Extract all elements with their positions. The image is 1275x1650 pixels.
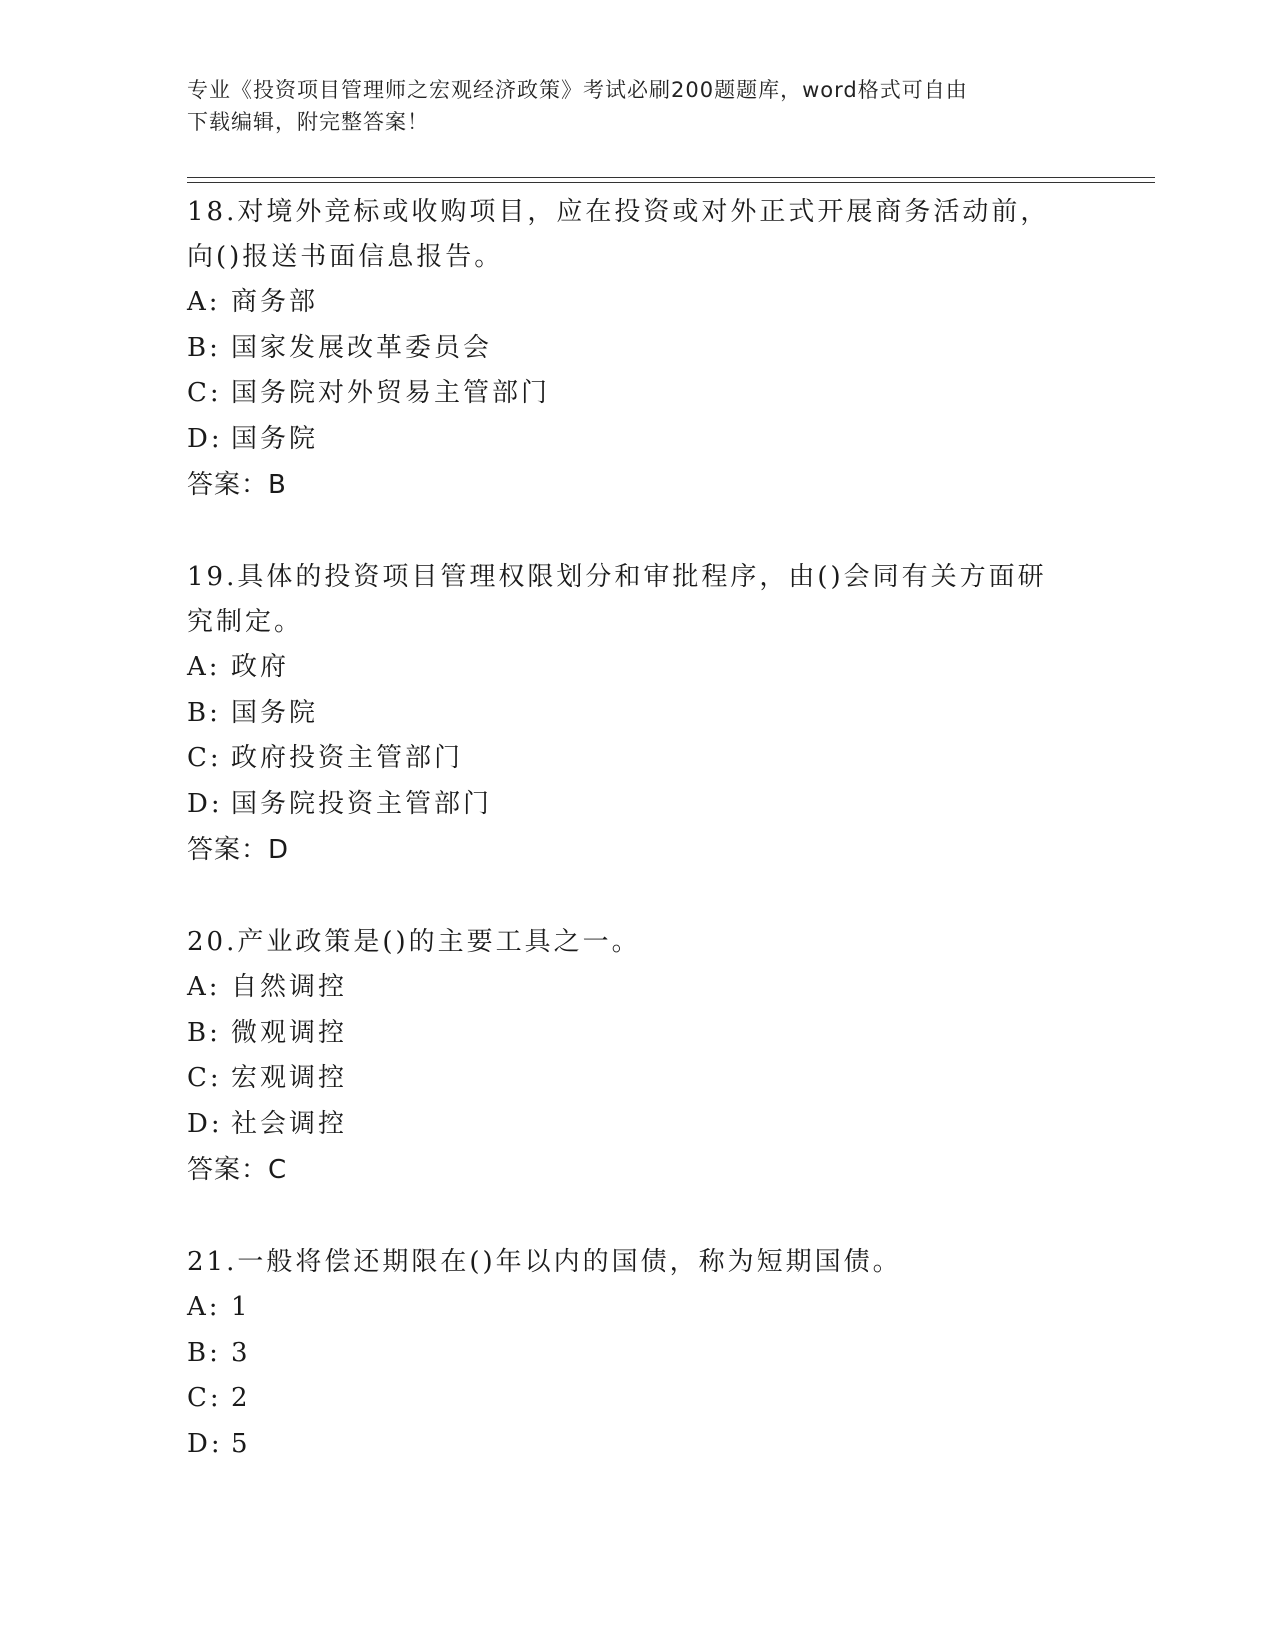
option-text: 宏观调控	[231, 1063, 348, 1093]
option-d	[187, 782, 1087, 828]
option-text: 社会调控	[231, 1108, 348, 1139]
header-line-2: 下载编辑，附完整答案！	[187, 110, 429, 134]
option-letter: A:	[187, 972, 221, 1002]
option-d	[187, 1102, 1087, 1148]
option-letter: D:	[187, 423, 223, 454]
option-d	[187, 1422, 1087, 1468]
option-letter: C:	[187, 378, 222, 408]
option-text: 微观调控	[231, 1017, 348, 1048]
option-text: 1	[231, 1292, 251, 1322]
option-text: 自然调控	[231, 972, 348, 1002]
option-b	[187, 691, 1087, 737]
option-letter: A:	[187, 652, 221, 682]
document-header	[187, 74, 1087, 138]
option-text: 商务部	[231, 287, 319, 317]
option-letter: A:	[187, 1292, 221, 1322]
option-letter: A:	[187, 287, 221, 317]
answer-line: 答案：C	[187, 1155, 288, 1185]
question-18	[187, 190, 1087, 508]
option-a	[187, 1285, 1087, 1331]
question-stem: 18.对境外竞标或收购项目，应在投资或对外正式开展商务活动前，向()报送书面信息报告。	[187, 197, 1050, 272]
question-stem: 21.一般将偿还期限在()年以内的国债，称为短期国债。	[187, 1247, 902, 1277]
option-letter: D:	[187, 788, 223, 819]
option-letter: C:	[187, 1063, 222, 1093]
option-c	[187, 1056, 1087, 1102]
option-d	[187, 417, 1087, 463]
option-letter: D:	[187, 1108, 223, 1139]
header-divider-top	[187, 177, 1155, 178]
answer-line: 答案：B	[187, 470, 287, 500]
option-letter: B:	[187, 1337, 221, 1368]
option-letter: C:	[187, 1383, 222, 1413]
option-text: 5	[231, 1428, 251, 1459]
option-text: 国务院投资主管部门	[231, 788, 493, 819]
answer-line: 答案：D	[187, 835, 290, 865]
option-c	[187, 1376, 1087, 1422]
option-text: 国务院	[231, 697, 319, 728]
option-c	[187, 371, 1087, 417]
option-letter: B:	[187, 1017, 221, 1048]
header-line-1: 专业《投资项目管理师之宏观经济政策》考试必刷200题题库，word格式可自由	[187, 78, 968, 102]
option-text: 国家发展改革委员会	[231, 332, 493, 363]
option-a	[187, 965, 1087, 1011]
option-b	[187, 326, 1087, 372]
option-a	[187, 645, 1087, 691]
question-19	[187, 555, 1087, 873]
header-divider-bottom	[187, 182, 1155, 183]
question-list	[187, 190, 1087, 1514]
option-letter: B:	[187, 697, 221, 728]
question-21	[187, 1240, 1087, 1467]
option-letter: D:	[187, 1428, 223, 1459]
option-text: 政府投资主管部门	[231, 743, 464, 773]
question-20	[187, 920, 1087, 1193]
option-letter: C:	[187, 743, 222, 773]
option-b	[187, 1331, 1087, 1377]
option-text: 国务院	[231, 423, 319, 454]
option-text: 政府	[231, 652, 290, 682]
question-stem: 19.具体的投资项目管理权限划分和审批程序，由()会同有关方面研究制定。	[187, 562, 1047, 637]
option-c	[187, 736, 1087, 782]
option-text: 3	[231, 1337, 251, 1368]
option-a	[187, 280, 1087, 326]
option-b	[187, 1011, 1087, 1057]
option-letter: B:	[187, 332, 221, 363]
option-text: 国务院对外贸易主管部门	[231, 378, 551, 408]
option-text: 2	[231, 1383, 251, 1413]
question-stem: 20.产业政策是()的主要工具之一。	[187, 927, 641, 957]
